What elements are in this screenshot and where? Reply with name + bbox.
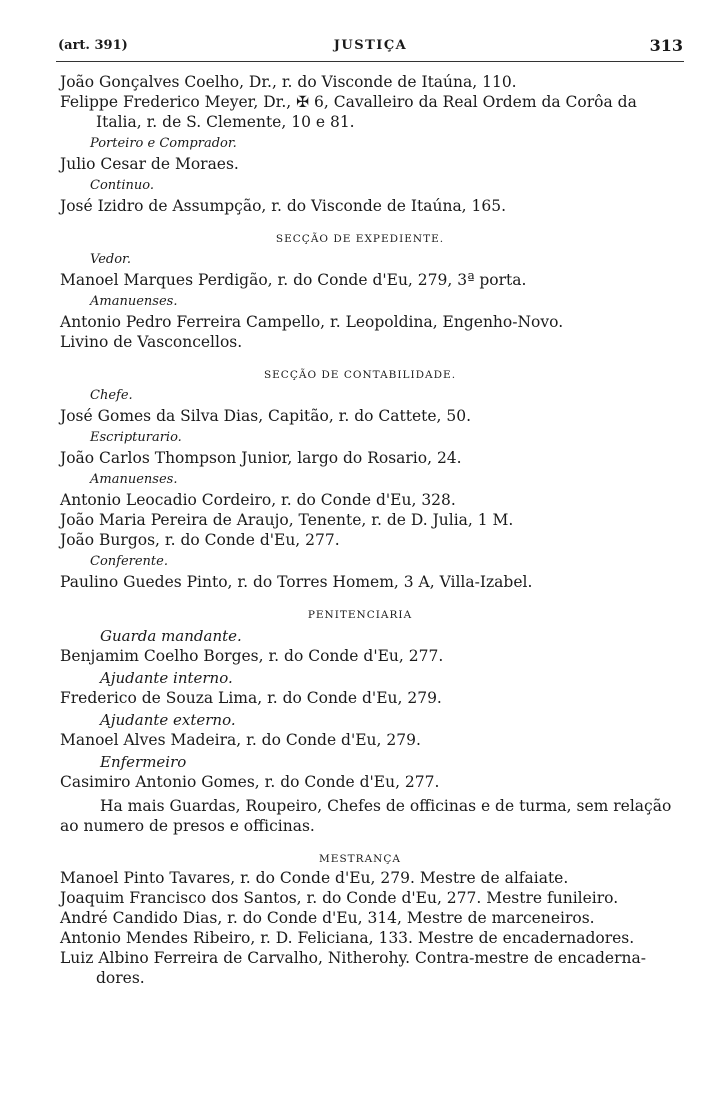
section-heading: SECÇÃO DE EXPEDIENTE. <box>275 233 445 245</box>
article-reference: (art. 391) <box>58 38 128 53</box>
role-heading: Chefe. <box>90 388 133 403</box>
entry-line-continuation: Italia, r. de S. Clemente, 10 e 81. <box>96 113 355 131</box>
entry-line: Livino de Vasconcellos. <box>60 333 243 351</box>
entry-line: Julio Cesar de Moraes. <box>60 155 239 173</box>
role-heading: Enfermeiro <box>100 753 187 771</box>
entry-line: Paulino Guedes Pinto, r. do Torres Homem, 3 A, Villa-Izabel. <box>60 573 533 591</box>
role-heading: Continuo. <box>90 178 155 193</box>
entry-line: Benjamim Coelho Borges, r. do Conde d'Eu, 277. <box>60 647 444 665</box>
role-heading: Escripturario. <box>90 430 182 445</box>
entry-line: João Gonçalves Coelho, Dr., r. do Visconde de Itaúna, 110. <box>60 73 517 91</box>
entry-line: João Burgos, r. do Conde d'Eu, 277. <box>60 531 340 549</box>
section-heading: SECÇÃO DE CONTABILIDADE. <box>263 369 457 381</box>
entry-line: Manoel Alves Madeira, r. do Conde d'Eu, 279. <box>60 731 421 749</box>
section-heading: PENITENCIARIA <box>307 609 413 621</box>
entry-line: João Carlos Thompson Junior, largo do Rosario, 24. <box>60 449 462 467</box>
role-heading: Amanuenses. <box>90 294 178 309</box>
entry-line: Antonio Pedro Ferreira Campello, r. Leopoldina, Engenho-Novo. <box>60 313 564 331</box>
entry-line: Antonio Leocadio Cordeiro, r. do Conde d'Eu, 328. <box>60 491 456 509</box>
entry-line: José Gomes da Silva Dias, Capitão, r. do Cattete, 50. <box>60 407 472 425</box>
entry-line: Luiz Albino Ferreira de Carvalho, Nitherohy. Contra-mestre de encaderna- <box>60 949 646 967</box>
note-paragraph-continuation: ao numero de presos e officinas. <box>60 817 315 835</box>
entry-line: Joaquim Francisco dos Santos, r. do Conde d'Eu, 277. Mestre funileiro. <box>60 889 619 907</box>
note-paragraph: Ha mais Guardas, Roupeiro, Chefes de officinas e de turma, sem relação <box>100 797 672 815</box>
entry-line-continuation: dores. <box>96 969 145 987</box>
header-rule <box>56 61 684 62</box>
role-heading: Porteiro e Comprador. <box>90 136 237 151</box>
role-heading: Guarda mandante. <box>100 627 242 645</box>
page-header <box>58 38 683 62</box>
role-heading: Amanuenses. <box>90 472 178 487</box>
entry-line: André Candido Dias, r. do Conde d'Eu, 314, Mestre de marceneiros. <box>60 909 595 927</box>
page-body <box>0 72 715 988</box>
role-heading: Vedor. <box>90 252 131 267</box>
entry-line: Manoel Pinto Tavares, r. do Conde d'Eu, 279. Mestre de alfaiate. <box>60 869 569 887</box>
entry-line: João Maria Pereira de Araujo, Tenente, r. de D. Julia, 1 M. <box>60 511 514 529</box>
role-heading: Ajudante interno. <box>100 669 233 687</box>
running-title: JUSTIÇA <box>333 38 408 53</box>
entry-line: Felippe Frederico Meyer, Dr., ✠ 6, Cavalleiro da Real Ordem da Corôa da <box>60 93 637 111</box>
entry-line: Antonio Mendes Ribeiro, r. D. Feliciana, 133. Mestre de encadernadores. <box>60 929 635 947</box>
section-heading: MESTRANÇA <box>319 853 401 865</box>
entry-line: José Izidro de Assumpção, r. do Visconde de Itaúna, 165. <box>60 197 507 215</box>
entry-line: Manoel Marques Perdigão, r. do Conde d'Eu, 279, 3ª porta. <box>60 271 527 289</box>
role-heading: Ajudante externo. <box>100 711 236 729</box>
role-heading: Conferente. <box>90 554 168 569</box>
page-number: 313 <box>649 36 683 55</box>
entry-line: Frederico de Souza Lima, r. do Conde d'Eu, 279. <box>60 689 442 707</box>
entry-line: Casimiro Antonio Gomes, r. do Conde d'Eu, 277. <box>60 773 440 791</box>
